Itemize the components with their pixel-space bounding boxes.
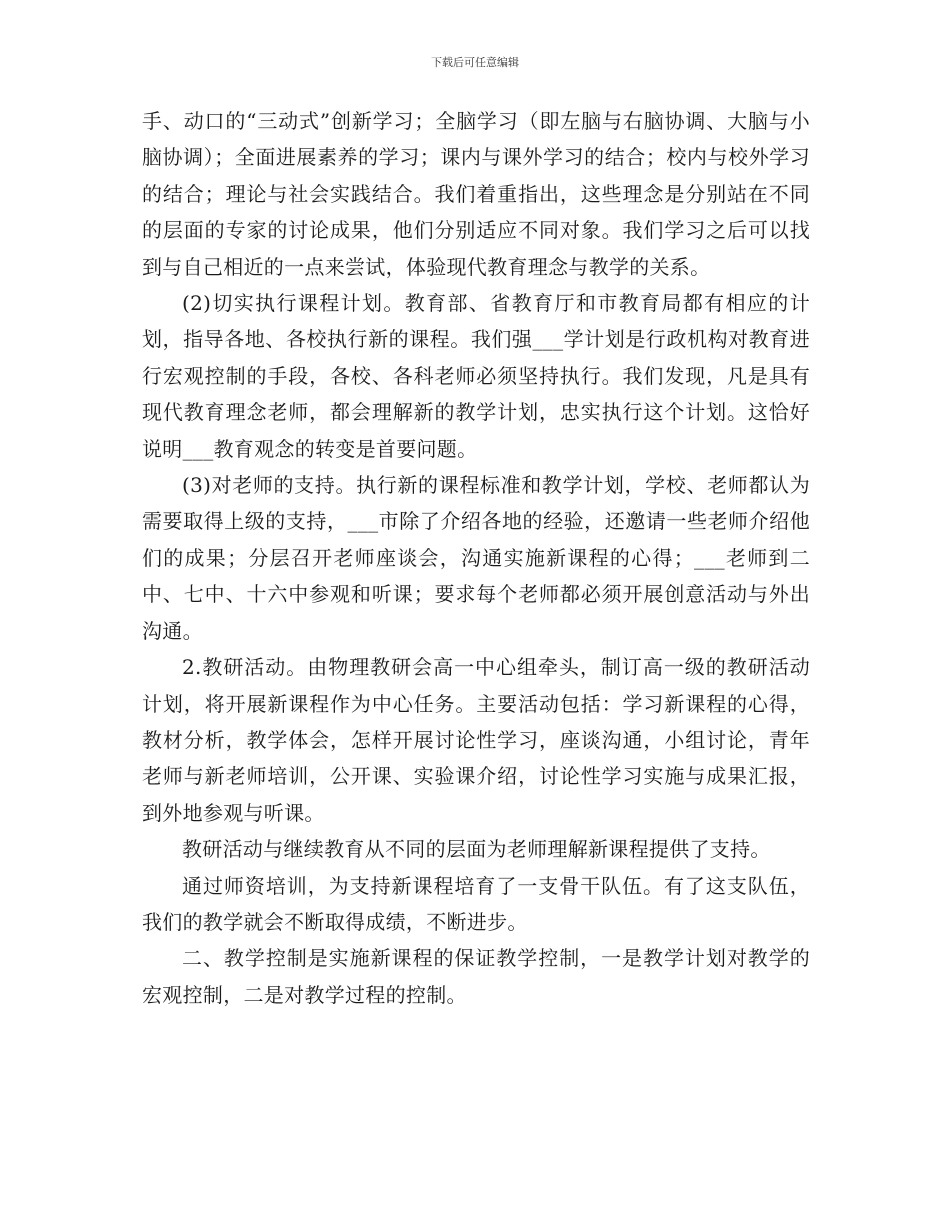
document-body xyxy=(142,103,810,1013)
paragraph: (2)切实执行课程计划。教育部、省教育厅和市教育局都有相应的计划，指导各地、各校执行新的课程。我们强___学计划是行政机构对教育进行宏观控制的手段，各校、各科老师必须坚持执行。我们发现，凡是具有现代教育理念老师，都会理解新的教学计划，忠实执行这个计划。这恰好说明___教育观念的转变是首要问题。 xyxy=(142,291,810,461)
paragraph: 二、教学控制是实施新课程的保证教学控制，一是教学计划对教学的宏观控制，二是对教学过程的控制。 xyxy=(142,946,810,1007)
paragraph: 通过师资培训，为支持新课程培育了一支骨干队伍。有了这支队伍，我们的教学就会不断取得成绩，不断进步。 xyxy=(142,873,810,934)
page-header: 下载后可任意编辑 xyxy=(431,56,519,69)
paragraph: (3)对老师的支持。执行新的课程标准和教学计划，学校、老师都认为需要取得上级的支持，___市除了介绍各地的经验，还邀请一些老师介绍他们的成果；分层召开老师座谈会，沟通实施新课程的心得；___老师到二中、七中、十六中参观和听课；要求每个老师都必须开展创意活动与外出沟通。 xyxy=(142,473,810,643)
paragraph: 手、动口的“三动式”创新学习；全脑学习（即左脑与右脑协调、大脑与小脑协调）；全面进展素养的学习；课内与课外学习的结合；校内与校外学习的结合；理论与社会实践结合。我们着重指出，这些理念是分别站在不同的层面的专家的讨论成果，他们分别适应不同对象。我们学习之后可以找到与自己相近的一点来尝试，体验现代教育理念与教学的关系。 xyxy=(142,109,810,279)
paragraph: 2.教研活动。由物理教研会高一中心组牵头，制订高一级的教研活动计划，将开展新课程作为中心任务。主要活动包括：学习新课程的心得，教材分析，教学体会，怎样开展讨论性学习，座谈沟通，小组讨论，青年老师与新老师培训，公开课、实验课介绍，讨论性学习实施与成果汇报，到外地参观与听课。 xyxy=(142,655,810,825)
paragraph: 教研活动与继续教育从不同的层面为老师理解新课程提供了支持。 xyxy=(182,837,771,862)
